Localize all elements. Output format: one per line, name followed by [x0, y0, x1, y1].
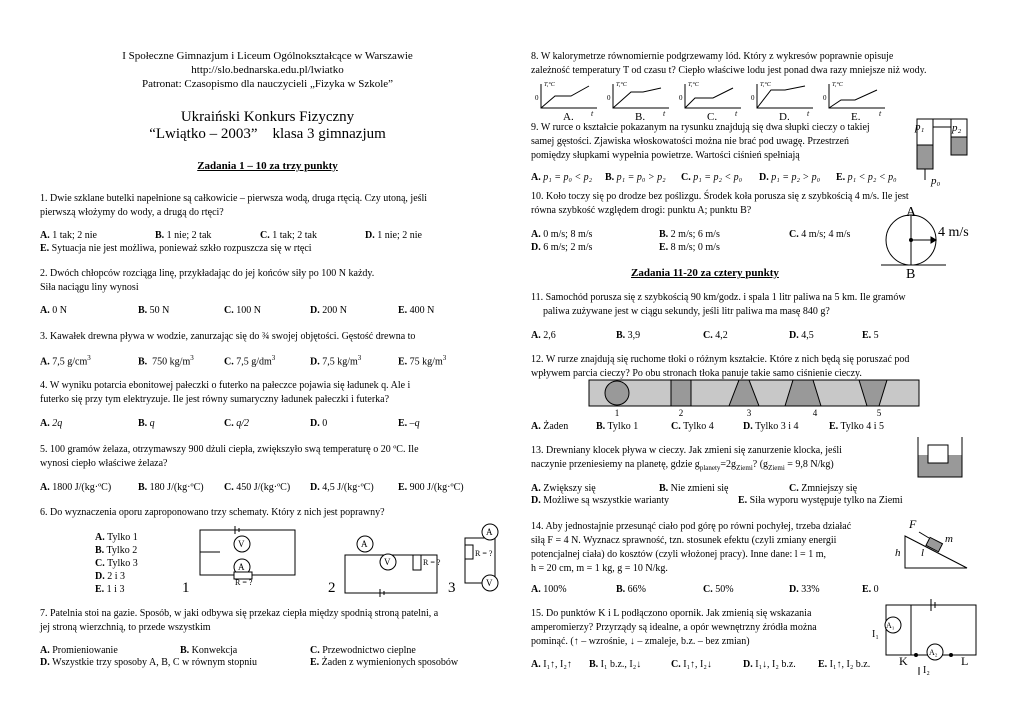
q11-option-e[interactable]: E. 5 — [862, 330, 879, 341]
p2-label: p₂ — [952, 122, 962, 134]
piston-label: 1 — [614, 408, 620, 418]
graph-letter: E. — [851, 111, 861, 123]
temperature-curve — [757, 86, 805, 108]
question-text: pomiędzy słupkami wypełnia powietrze. Wartości ciśnień spełniają — [531, 150, 800, 161]
piston-label: 5 — [876, 408, 882, 418]
question-13 — [531, 444, 842, 475]
force-label: F — [909, 517, 917, 531]
q9-option-b[interactable]: B. p₁ = p₀ > p₂ — [605, 172, 666, 183]
question-9 — [531, 121, 870, 163]
question-text: potencjalnej ciała) do kosztów (czyli włożonej pracy). Inne dane: l = 1 m, — [531, 549, 826, 560]
resistor-label: R = ? — [423, 558, 441, 567]
resistor-label: R = ? — [475, 549, 493, 558]
question-text: Siła naciągu liny wynosi — [40, 282, 139, 293]
graph-2 — [679, 81, 741, 123]
q15-option-b[interactable]: B. I₁ b.z., I₂↓ — [589, 659, 642, 670]
q4-option-c[interactable]: C. q/2 — [224, 418, 250, 429]
q11-option-c[interactable]: C. 4,2 — [703, 330, 728, 341]
axis-label: t — [807, 109, 810, 118]
q13-option-d[interactable]: D. Możliwe są wszystkie warianty — [531, 495, 670, 506]
point-k-label: K — [899, 654, 908, 668]
graph-4 — [823, 81, 885, 123]
q6-options — [95, 531, 138, 596]
question-text: 10. Koło toczy się po drodze bez poślizgu. Środek koła porusza się z szybkością 4 m/s. Ile jest — [531, 191, 909, 202]
graph-0 — [535, 81, 597, 123]
q13-option-e[interactable]: E. Siła wyporu występuje tylko na Ziemi — [738, 495, 903, 506]
q1-option-d[interactable]: D. 1 nie; 2 nie — [365, 230, 422, 241]
question-text: 15. Do punktów K i L podłączono opornik. Jak zmienią się wskazania — [531, 608, 812, 619]
circuit-number: 1 — [182, 580, 190, 596]
temperature-graphs — [531, 78, 882, 123]
question-4 — [40, 379, 410, 407]
contest-edition: “Lwiątko – 2003” klasa 3 gimnazjum — [149, 126, 386, 142]
q14-option-c[interactable]: C. 50% — [703, 584, 734, 595]
q7-option-c[interactable]: C. Przewodnictwo cieplne — [310, 645, 416, 656]
q15-option-d[interactable]: D. I₁↓, I₂ b.z. — [743, 659, 796, 670]
q12-option-b[interactable]: B. Tylko 1 — [596, 421, 639, 432]
zero-label: 0 — [751, 94, 755, 102]
q2-option-b[interactable]: B. 50 N — [138, 305, 170, 316]
question-text: pierwszą włożymy do wody, a drugą do rtęci? — [40, 207, 224, 218]
ammeter-2-label: A₂ — [929, 648, 938, 657]
q7-option-e[interactable]: E. Żaden z wymienionych sposobów — [310, 657, 459, 668]
question-text: pominąć. (↑ – wzrośnie, ↓ – zmaleje, b.z. – bez zmian) — [531, 636, 750, 647]
q15-option-c[interactable]: C. I₁↑, I₂↓ — [671, 659, 712, 670]
q14-option-d[interactable]: D. 33% — [789, 584, 820, 595]
piston-label: 2 — [678, 408, 684, 418]
ammeter-label: A — [486, 527, 493, 537]
q3-option-d[interactable]: D. 7,5 $kg/m^3$ — [310, 354, 362, 368]
question-text: samej gęstości. Zjawiska włoskowatości można nie brać pod uwagę. Przestrzeń — [531, 136, 849, 147]
axis-label: t — [591, 109, 594, 118]
q13-option-c[interactable]: C. Zmniejszy się — [789, 483, 858, 494]
q11-option-a[interactable]: A. 2,6 — [531, 330, 556, 341]
q12-option-d[interactable]: D. Tylko 3 i 4 — [743, 421, 799, 432]
point-b-label: B — [906, 267, 916, 282]
question-text: 7. Patelnia stoi na gazie. Sposób, w jaki odbywa się przekaz ciepła między spodnią stroną patelni, a — [40, 608, 439, 619]
q5-option-d[interactable]: D. 4,5 J/(kg·ºC) — [310, 482, 374, 493]
q11-option-b[interactable]: B. 3,9 — [616, 330, 641, 341]
q5-option-a[interactable]: A. 1800 J/(kg·ºC) — [40, 482, 112, 493]
q12-option-e[interactable]: E. Tylko 4 i 5 — [829, 421, 884, 432]
piston-label: 3 — [746, 408, 752, 418]
q10-option-b[interactable]: B. 2 m/s; 6 m/s — [659, 229, 720, 240]
length-label: l — [921, 547, 925, 559]
q1-option-c[interactable]: C. 1 tak; 2 tak — [260, 230, 317, 241]
temperature-curve — [613, 88, 661, 108]
q11-option-d[interactable]: D. 4,5 — [789, 330, 814, 341]
question-text: amperomierzy? Przyrządy są idealne, a opór wewnętrzny źródła można — [531, 622, 817, 633]
section-heading-1: Zadania 1 – 10 za trzy punkty — [197, 160, 338, 172]
axis-label: T,°C — [688, 82, 699, 88]
graph-3 — [751, 81, 813, 123]
ammeter-label: A — [361, 539, 368, 549]
voltmeter-label: V — [486, 578, 493, 588]
q4-option-d[interactable]: D. 0 — [310, 418, 328, 429]
circuits-figure — [180, 520, 493, 596]
question-text: 5. 100 gramów żelaza, otrzymawszy 900 dżuli ciepła, zwiększyło swą temperaturę o 20 ºC. Ile — [40, 444, 419, 455]
q9-option-d[interactable]: D. p₁ = p₂ > p₀ — [759, 172, 821, 183]
q2-option-d[interactable]: D. 200 N — [310, 305, 347, 316]
temperature-curve — [541, 86, 589, 108]
q12-option-a[interactable]: A. Żaden — [531, 421, 569, 432]
q6-option-e[interactable]: E. 1 i 3 — [95, 584, 125, 595]
question-text: paliwa zużywane jest w ciągu sekundy, jeśli litr paliwa ma masę 840 g? — [543, 306, 830, 317]
q3-option-a[interactable]: A. 7,5 $g/cm^3$ — [40, 354, 91, 368]
school-name: I Społeczne Gimnazjum i Liceum Ogólnokształcące w Warszawie — [122, 50, 413, 62]
zero-label: 0 — [535, 94, 539, 102]
q1-option-a[interactable]: A. 1 tak; 2 nie — [40, 230, 97, 241]
point-l-label: L — [961, 654, 969, 668]
q3-option-b[interactable]: B. 750 $kg/m^3$ — [138, 354, 194, 368]
axis-label: t — [879, 109, 882, 118]
wheel-figure — [876, 206, 996, 280]
q14-option-e[interactable]: E. 0 — [862, 584, 879, 595]
question-14 — [531, 520, 851, 576]
piston-label: 4 — [812, 408, 818, 418]
question-10 — [531, 190, 909, 218]
question-6: 6. Do wyznaczenia oporu zaproponowano trzy schematy. Który z nich jest poprawny? — [40, 507, 385, 518]
point-a-label: A — [906, 205, 917, 220]
q9-option-c[interactable]: C. p₁ = p₂ < p₀ — [681, 172, 743, 183]
height-label: h — [895, 547, 901, 559]
question-12 — [531, 353, 909, 381]
question-text: wpływem parcia cieczy? Po obu stronach tłoka panuje takie samo ciśnienie cieczy. — [531, 368, 862, 379]
q6-option-a[interactable]: A. Tylko 1 — [95, 532, 138, 543]
axis-label: T,°C — [760, 82, 771, 88]
circuit-number: 3 — [448, 580, 456, 596]
question-15 — [531, 607, 817, 649]
q10-option-e[interactable]: E. 8 m/s; 0 m/s — [659, 242, 720, 253]
q7-option-b[interactable]: B. Konwekcja — [180, 645, 238, 656]
question-2 — [40, 267, 374, 295]
p0-label: p₀ — [931, 175, 941, 187]
q5-option-e[interactable]: E. 900 J/(kg·ºC) — [398, 482, 464, 493]
q3-option-e[interactable]: E. 75 $kg/m^3$ — [398, 354, 447, 368]
patronat: Patronat: Czasopismo dla nauczycieli „Fizyka w Szkole” — [141, 78, 394, 90]
q9-option-a[interactable]: A. p₁ = p₀ < p₂ — [531, 172, 593, 183]
ammeter-circuit-figure — [871, 597, 986, 677]
axis-label: T,°C — [544, 82, 555, 88]
q13-option-b[interactable]: B. Nie zmieni się — [659, 483, 729, 494]
q15-option-e[interactable]: E. I₁↑, I₂ b.z. — [818, 659, 871, 670]
ammeter-label: A — [238, 562, 245, 572]
q15-option-a[interactable]: A. I₁↑, I₂↑ — [531, 659, 572, 670]
question-text: naczynie przeniesiemy na planetę, gdzie $g_{planety}=2g_{Ziemi}$? ($g_{Ziemi} = 9,8$ N/kg) — [531, 459, 834, 472]
question-text: 13. Drewniany klocek pływa w cieczy. Jak zmieni się zanurzenie klocka, jeśli — [531, 445, 842, 456]
q6-option-d[interactable]: D. 2 i 3 — [95, 571, 126, 582]
q9-option-e[interactable]: E. p₁ < p₂ < p₀ — [836, 172, 897, 183]
zero-label: 0 — [679, 94, 683, 102]
q5-option-b[interactable]: B. 180 J/(kg·ºC) — [138, 482, 204, 493]
current-1-label: I₁ — [872, 629, 879, 640]
q13-option-a[interactable]: A. Zwiększy się — [531, 483, 596, 494]
question-text: 12. W rurze znajdują się ruchome tłoki o różnym kształcie. Które z nich będą się poruszać pod — [531, 354, 910, 365]
voltmeter-label: V — [238, 539, 245, 549]
q3-option-c[interactable]: C. 7,5 $g/dm^3$ — [224, 354, 276, 368]
axis-label: t — [663, 109, 666, 118]
q4-option-e[interactable]: E. –q — [398, 418, 420, 429]
question-text: 9. W rurce o kształcie pokazanym na rysunku znajdują się dwa słupki cieczy o takiej — [531, 122, 870, 133]
q12-option-c[interactable]: C. Tylko 4 — [671, 421, 714, 432]
speed-label: 4 m/s — [938, 225, 969, 240]
question-8 — [531, 50, 927, 78]
floating-block-figure — [916, 437, 966, 479]
axis-label: T,°C — [616, 82, 627, 88]
graph-letter: D. — [779, 111, 790, 123]
zero-label: 0 — [823, 94, 827, 102]
q1-option-b[interactable]: B. 1 nie; 2 tak — [155, 230, 212, 241]
question-3: 3. Kawałek drewna pływa w wodzie, zanurzając się do ¾ swojej objętości. Gęstość drewna to — [40, 331, 416, 342]
circuit-number: 2 — [328, 580, 336, 596]
q10-option-c[interactable]: C. 4 m/s; 4 m/s — [789, 229, 851, 240]
q14-option-b[interactable]: B. 66% — [616, 584, 647, 595]
q4-option-b[interactable]: B. q — [138, 418, 155, 429]
ammeter-1-label: A₁ — [886, 621, 895, 630]
question-text: zależność temperatury T od czasu t? Ciepło właściwe lodu jest ponad dwa razy mniejsze niż wody. — [531, 65, 927, 76]
mass-label: m — [945, 533, 953, 545]
question-1 — [40, 192, 427, 220]
question-text: siłą F = 4 N. Wyznacz sprawność, tzn. stosunek efektu (czyli zmiany energii — [531, 535, 837, 546]
graph-letter: A. — [563, 111, 574, 123]
axis-label: t — [735, 109, 738, 118]
zero-label: 0 — [607, 94, 611, 102]
q7-option-d[interactable]: D. Wszystkie trzy sposoby A, B, C w równym stopniu — [40, 657, 258, 668]
section-heading-2: Zadania 11-20 za cztery punkty — [631, 267, 779, 279]
q2-option-c[interactable]: C. 100 N — [224, 305, 261, 316]
question-11 — [531, 291, 906, 319]
resistor-label: R = ? — [235, 578, 253, 587]
q10-option-d[interactable]: D. 6 m/s; 2 m/s — [531, 242, 593, 253]
q10-option-a[interactable]: A. 0 m/s; 8 m/s — [531, 229, 593, 240]
graph-1 — [607, 81, 669, 123]
question-text: h = 20 cm, m = 1 kg, g = 10 N/kg. — [531, 563, 668, 574]
question-text: jej stroną wierzchnią, to przede wszystkim — [40, 622, 211, 633]
question-text: 14. Aby jednostajnie przesunąć ciało pod górę po równi pochyłej, trzeba działać — [531, 521, 852, 532]
question-text: 8. W kalorymetrze równomiernie podgrzewamy lód. Który z wykresów poprawnie opisuje — [531, 51, 894, 62]
q5-option-c[interactable]: C. 450 J/(kg·ºC) — [224, 482, 291, 493]
temperature-curve — [829, 90, 877, 108]
q7-option-a[interactable]: A. Promieniowanie — [40, 645, 118, 656]
question-text: równa szybkość względem drogi: punktu A; punktu B? — [531, 205, 752, 216]
temperature-curve — [685, 88, 733, 108]
graph-letter: C. — [707, 111, 718, 123]
current-2-label: I₂ — [923, 665, 930, 676]
q4-option-a[interactable]: A. 2q — [40, 418, 63, 429]
contest-url[interactable]: http://slo.bednarska.edu.pl/lwiatko — [191, 64, 344, 76]
question-5 — [40, 443, 419, 471]
q1-option-e[interactable]: E. Sytuacja nie jest możliwa, ponieważ szkło rozpuszcza się w rtęci — [40, 243, 312, 254]
incline-figure — [893, 518, 973, 572]
p1-label: p₁ — [915, 121, 925, 133]
pistons-figure — [589, 380, 919, 420]
q6-option-c[interactable]: C. Tylko 3 — [95, 558, 138, 569]
question-text: wynosi ciepło właściwe żelaza? — [40, 458, 168, 469]
tube-figure — [911, 115, 981, 185]
q14-option-a[interactable]: A. 100% — [531, 584, 567, 595]
voltmeter-label: V — [384, 557, 391, 567]
question-text: 4. W wyniku potarcia ebonitowej pałeczki o futerko na pałeczce pojawia się ładunek q. Ale i — [40, 380, 411, 391]
question-text: 2. Dwóch chłopców rozciąga linę, przykładając do jej końców siły po 100 N każdy. — [40, 268, 375, 279]
axis-label: T,°C — [832, 82, 843, 88]
question-text: futerko się przy tym elektryzuje. Ile jest równy sumaryczny ładunek pałeczki i futerka? — [40, 394, 390, 405]
contest-title: Ukraiński Konkurs Fizyczny — [180, 109, 355, 125]
question-7 — [40, 607, 438, 635]
q2-option-a[interactable]: A. 0 N — [40, 305, 67, 316]
question-text: 11. Samochód porusza się z szybkością 90 km/godz. i spala 1 litr paliwa na 5 km. Ile gramów — [531, 292, 906, 303]
question-text: 1. Dwie szklane butelki napełnione są całkowicie – pierwsza wodą, druga rtęcią. Czy utoną, jeśli — [40, 193, 428, 204]
q6-option-b[interactable]: B. Tylko 2 — [95, 545, 138, 556]
q2-option-e[interactable]: E. 400 N — [398, 305, 435, 316]
graph-letter: B. — [635, 111, 646, 123]
